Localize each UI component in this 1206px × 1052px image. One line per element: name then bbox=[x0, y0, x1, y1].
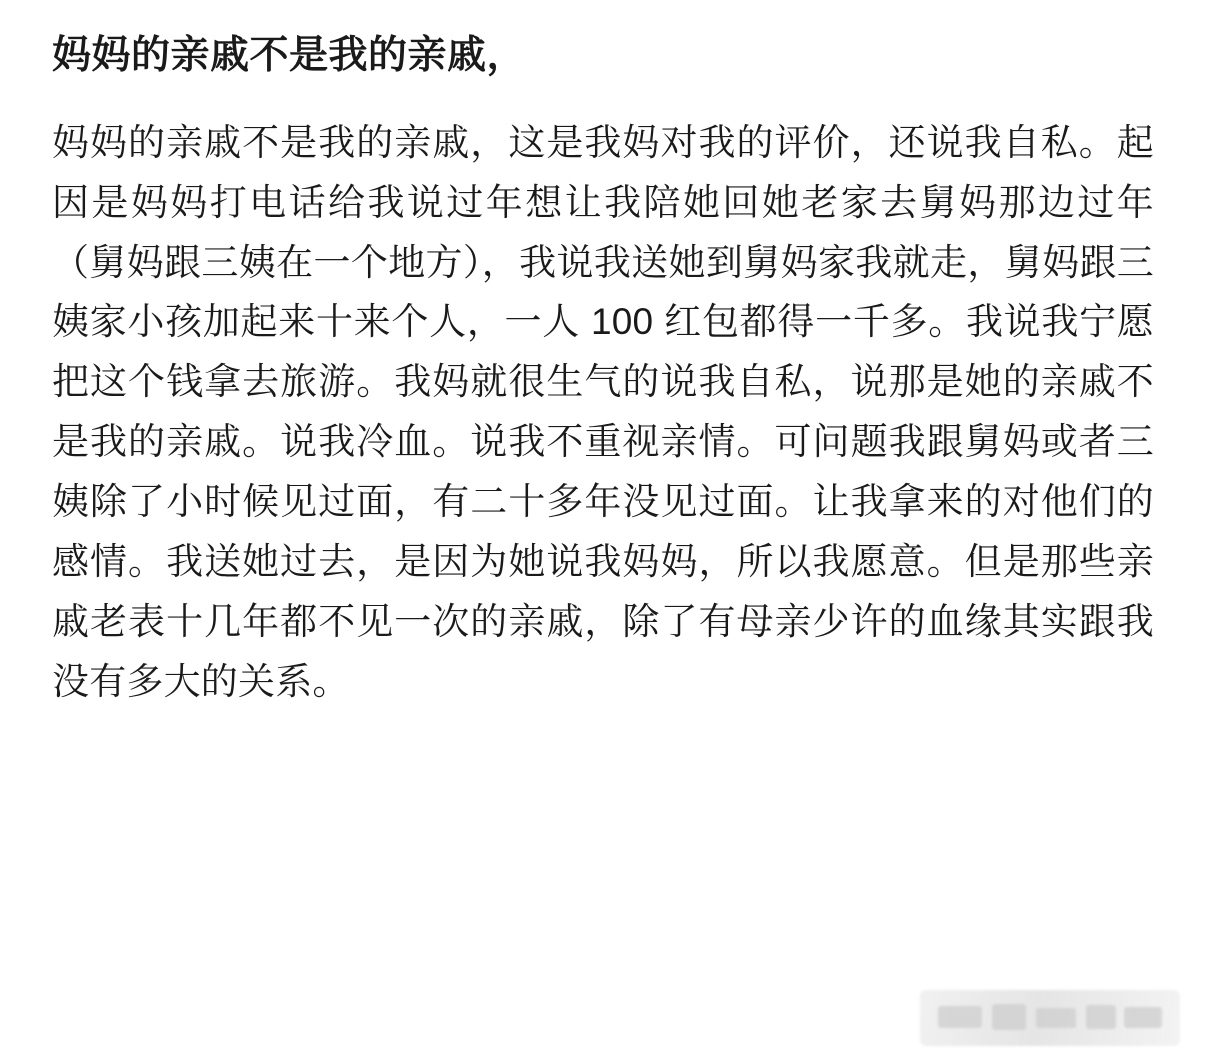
watermark-glyph bbox=[1036, 1008, 1076, 1028]
page-title: 妈妈的亲戚不是我的亲戚， bbox=[52, 34, 527, 77]
watermark-glyph bbox=[1086, 1005, 1116, 1029]
watermark-glyph bbox=[1124, 1007, 1162, 1028]
watermark-glyph bbox=[938, 1006, 982, 1028]
watermark-overlay bbox=[920, 990, 1180, 1046]
watermark-glyph bbox=[992, 1004, 1026, 1030]
article-body-text: 妈妈的亲戚不是我的亲戚，这是我妈对我的评价，还说我自私。起因是妈妈打电话给我说过年想让我陪她回她老家去舅妈那边过年（舅妈跟三姨在一个地方），我说我送她到舅妈家我就走，舅妈跟三姨家小孩加起来十来个人，一人 100 红包都得一千多。我说我宁愿把这个钱拿去旅游。我妈就很生气的说我自私，说那是她的亲戚不是我的亲戚。说我冷血。说我不重视亲情。可问题我跟舅妈或者三姨除了小时候见过面，有二十多年没见过面。让我拿来的对他们的感情。我送她过去，是因为她说我妈妈，所以我愿意。但是那些亲戚老表十几年都不见一次的亲戚，除了有母亲少许的血缘其实跟我没有多大的关系。 bbox=[52, 121, 1154, 703]
